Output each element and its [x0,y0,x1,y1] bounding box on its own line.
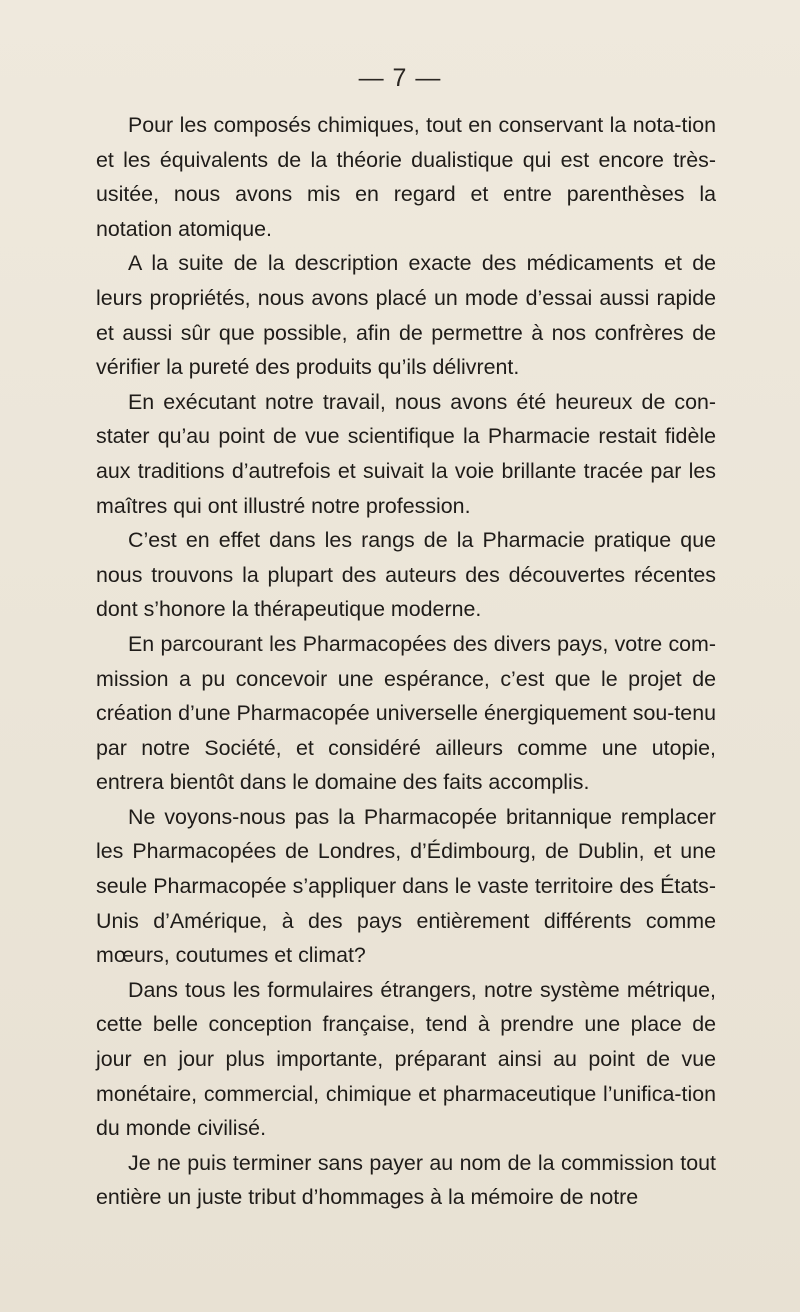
paragraph-7: Dans tous les formulaires étrangers, notre système métrique, cette belle conception française, tend à prendre une place de jour en jour plus importante, préparant ainsi au point de vue monétaire, commercial, chimique et pharmaceutique l’unifica-tion du monde civilisé. [96,977,716,1141]
paragraph-8: Je ne puis terminer sans payer au nom de la commission tout entière un juste tribut d’hommages à la mémoire de notre [96,1150,716,1210]
paragraph-4: C’est en effet dans les rangs de la Pharmacie pratique que nous trouvons la plupart des auteurs des découvertes récentes dont s’honore la thérapeutique moderne. [96,528,716,622]
paragraph-3: En exécutant notre travail, nous avons été heureux de con-stater qu’au point de vue scientifique la Pharmacie restait fidèle aux traditions d’autrefois et suivait la voie brillante tracée par les maîtres qui ont illustré notre profession. [96,389,716,518]
paragraph-2: A la suite de la description exacte des médicaments et de leurs propriétés, nous avons placé un mode d’essai aussi rapide et aussi sûr que possible, afin de permettre à nos confrères de vérifier la pureté des produits qu’ils délivrent. [96,251,716,380]
paragraph-5: En parcourant les Pharmacopées des divers pays, votre com-mission a pu concevoir une espérance, c’est que le projet de création d’une Pharmacopée universelle énergiquement sou-tenu par notre Société, et considéré ailleurs comme une utopie, entrera bientôt dans le domaine des faits accomplis. [96,631,716,795]
page-number: — 7 — [358,64,442,92]
paragraph-6: Ne voyons-nous pas la Pharmacopée britannique remplacer les Pharmacopées de Londres, d’Édimbourg, de Dublin, et une seule Pharmacopée s’appliquer dans le vaste territoire des États-Unis d’Amérique, à des pays entièrement différents comme mœurs, coutumes et climat? [96,804,716,968]
paragraph-1: Pour les composés chimiques, tout en conservant la nota-tion et les équivalents de la théorie dualistique qui est encore très-usitée, nous avons mis en regard et entre parenthèses la notation atomique. [96,113,716,241]
body-text [96,108,716,1215]
